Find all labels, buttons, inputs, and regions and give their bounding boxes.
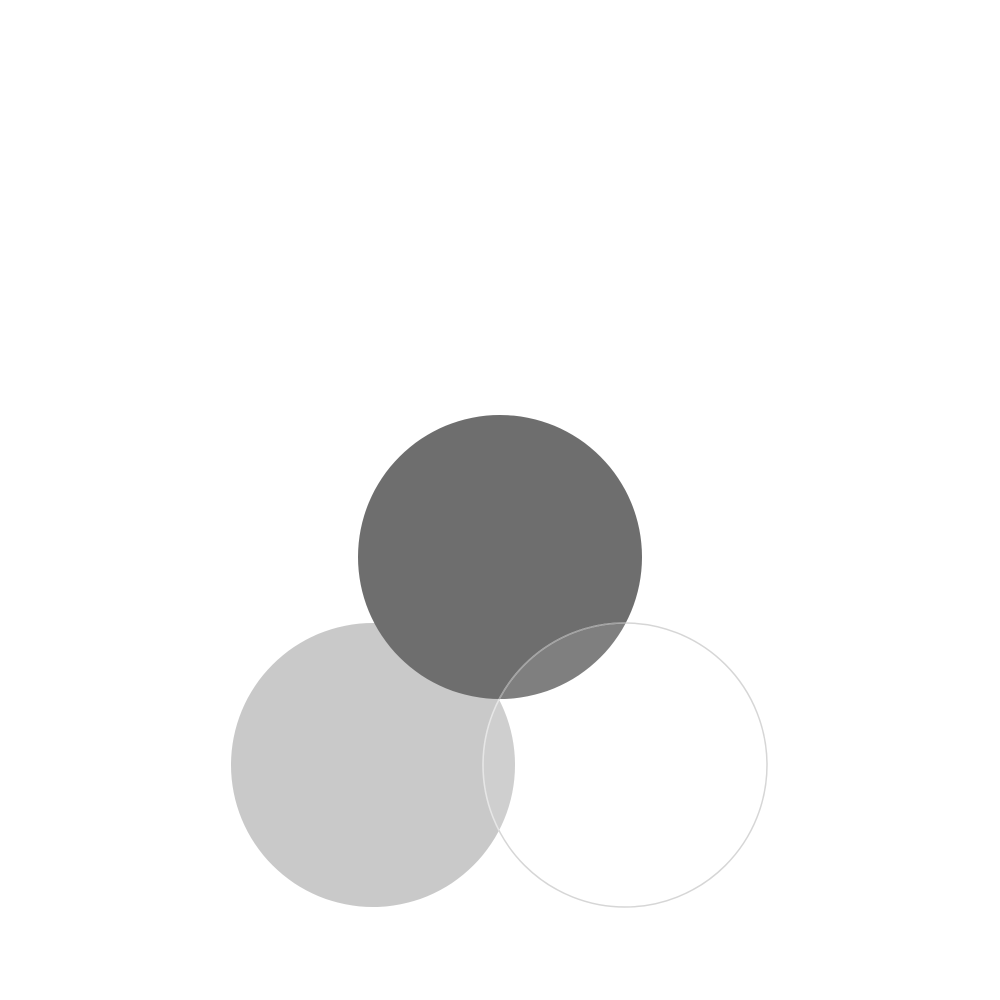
- ingredient-madecassoside: [350, 508, 650, 528]
- overlap-top-right: [483, 623, 767, 907]
- ingredient-niacinamide: [223, 706, 523, 726]
- ingredient-tranexamic-acid: [480, 706, 780, 726]
